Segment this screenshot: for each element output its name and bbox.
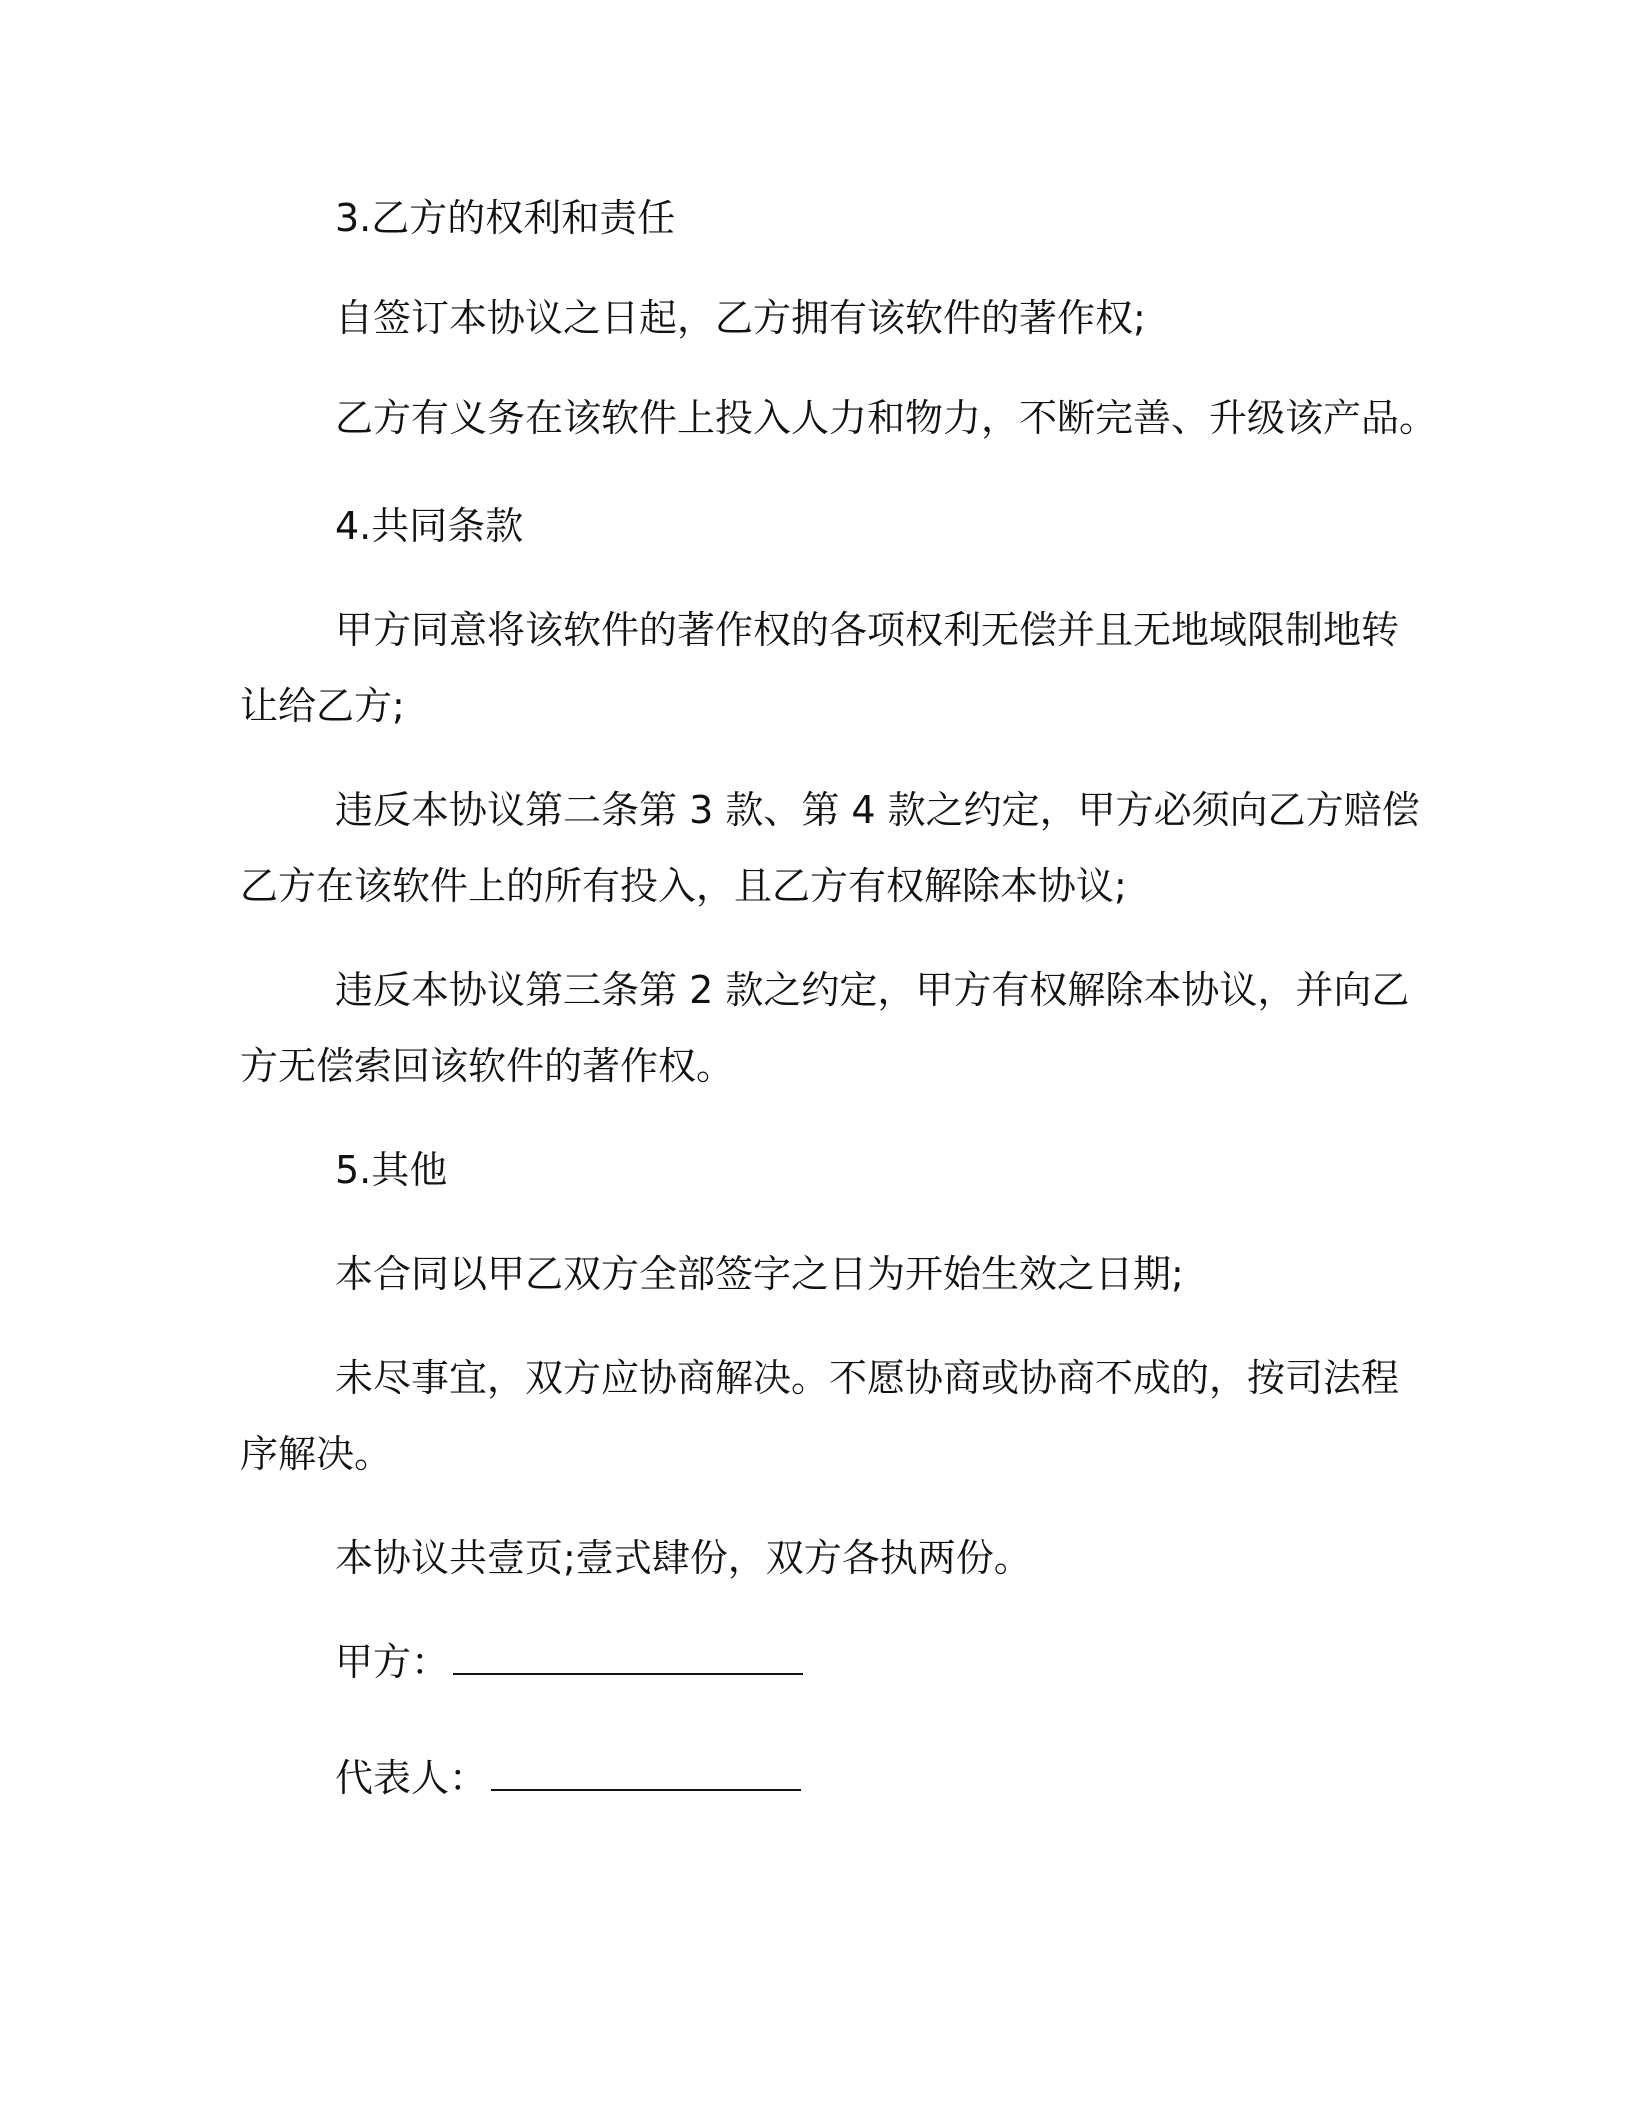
paragraph-line: 乙方在该软件上的所有投入，且乙方有权解除本协议; xyxy=(240,864,1127,908)
paragraph xyxy=(240,952,1410,1104)
paragraph-line: 未尽事宜，双方应协商解决。不愿协商或协商不成的，按司法程 xyxy=(335,1356,1400,1400)
section-heading-5 xyxy=(240,1132,1400,1208)
paragraph-line: 3.乙方的权利和责任 xyxy=(335,196,676,240)
paragraph xyxy=(240,1520,1400,1596)
paragraph xyxy=(240,280,1400,356)
paragraph xyxy=(240,772,1420,924)
paragraph-line: 自签订本协议之日起，乙方拥有该软件的著作权; xyxy=(335,296,1146,340)
paragraph-line: 方无偿索回该软件的著作权。 xyxy=(240,1044,735,1088)
party-a-signature-line xyxy=(453,1633,803,1675)
paragraph xyxy=(240,1236,1400,1312)
paragraph xyxy=(240,380,1438,456)
signature-representative xyxy=(240,1740,1400,1816)
representative-label: 代表人： xyxy=(335,1756,488,1800)
paragraph-line: 序解决。 xyxy=(240,1432,393,1476)
paragraph-line: 本协议共壹页;壹式肆份，双方各执两份。 xyxy=(335,1536,1032,1580)
signature-party-a xyxy=(240,1624,1400,1700)
paragraph-line: 违反本协议第三条第 2 款之约定，甲方有权解除本协议，并向乙 xyxy=(335,968,1410,1012)
paragraph xyxy=(240,592,1400,744)
party-a-label: 甲方： xyxy=(335,1640,450,1684)
representative-signature-line xyxy=(491,1749,801,1791)
paragraph xyxy=(240,1340,1400,1492)
paragraph-line: 5.其他 xyxy=(335,1148,448,1192)
section-heading-3 xyxy=(240,180,1400,256)
paragraph-line: 本合同以甲乙双方全部签字之日为开始生效之日期; xyxy=(335,1252,1184,1296)
paragraph-line: 4.共同条款 xyxy=(335,504,524,548)
paragraph-line: 乙方有义务在该软件上投入人力和物力，不断完善、升级该产品。 xyxy=(335,396,1438,440)
paragraph-line: 让给乙方; xyxy=(240,684,405,728)
paragraph-line: 违反本协议第二条第 3 款、第 4 款之约定，甲方必须向乙方赔偿 xyxy=(335,788,1420,832)
section-heading-4 xyxy=(240,488,1400,564)
paragraph-line: 甲方同意将该软件的著作权的各项权利无偿并且无地域限制地转 xyxy=(335,608,1400,652)
